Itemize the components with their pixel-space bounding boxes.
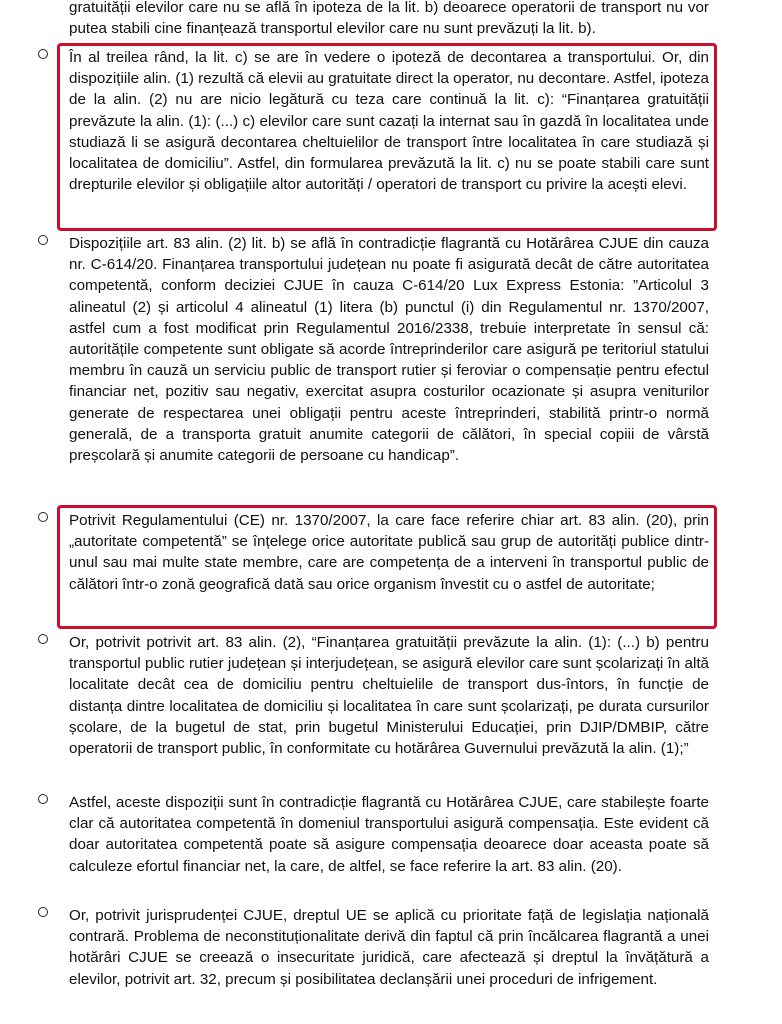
paragraph-text: Or, potrivit jurisprudenței CJUE, dreptul UE se aplică cu prioritate față de legislația națională contrară. Problema de neconstituționalitate derivă din faptul că prin încălcarea flagrantă a unei hotărâri CJUE se creează o insecuritate juridică, care afectează și dreptul la învățătură a elevilor, potrivit art. 32, precum și posibilitatea declanșării unei proceduri de infrigement. [69,907,709,988]
paragraph-text: Or, potrivit potrivit art. 83 alin. (2), “Finanțarea gratuității prevăzute la alin. (1): (...) b) pentru transportul public rutier județean și interjudețean, se asigură elevilor care sunt școlarizați în altă localitate decât cea de domiciliu pentru cheltuielile de transport dus-întors, în funcție de distanța dintre localitatea de domiciliu și localitatea în care sunt școlarizați, pe durata cursurilor școlare, de la bugetul de stat, prin bugetul Ministerului Educației, prin DJIP/DMBIP, către operatorii de transport public, în conformitate cu hotărârea Guvernului prevăzută la alin. (1);” [69,634,709,758]
bullet-icon [38,794,48,804]
paragraph-text: Dispozițiile art. 83 alin. (2) lit. b) se află în contradicție flagrantă cu Hotărârea CJUE din cauza nr. C-614/20. Finanțarea transportului județean nu poate fi asigurată decât de către autoritatea competentă, conform deciziei CJUE în cauza C-614/20 Lux Express Estonia: ”Articolul 3 alineatul (2) și articolul 4 alineatul (1) litera (b) punctul (i) din Regulamentul nr. 1370/2007, astfel cum a fost modificat prin Regulamentul 2016/2338, trebuie interpretate în sensul că: autoritățile competente sunt obligate să acorde întreprinderilor care asigură pe teritoriul statului membru în cauză un serviciu public de transport rutier și feroviar o compensație pentru efectul financiar net, pozitiv sau negativ, exercitat asupra costurilor ocazionate și asupra veniturilor generate de respectarea unei obligații pentru aceste întreprinderi, stabilită printr-o normă generală, de a transporta gratuit anumite categorii de călători, în special copiii de vârstă preșcolară și anumite categorii de persoane cu handicap”. [69,235,709,465]
bullet-icon [38,49,48,59]
paragraph-text: Potrivit Regulamentului (CE) nr. 1370/2007, la care face referire chiar art. 83 alin. (20), prin „autoritate competentă” se înțelege orice autoritate publică sau grup de autorități publice dintr-unul sau mai multe state membre, care are competența de a interveni în transportul public de călători într-o zonă geografică dată sau orice organism învestit cu o astfel de autoritate; [69,512,709,593]
paragraph-text: Astfel, aceste dispoziții sunt în contradicție flagrantă cu Hotărârea CJUE, care stabilește foarte clar că autoritatea competentă în domeniul transportului asigură compensația. Este evident că doar autoritatea competentă poate să asigure compensația deoarece doar aceasta poate să calculeze efortul financiar net, la care, de altfel, se face referire la art. 83 alin. (20). [69,794,709,875]
bullet-icon [38,907,48,917]
bullet-icon [38,634,48,644]
paragraph-text: În al treilea rând, la lit. c) se are în vedere o ipoteză de decontarea a transportului. Or, din dispozițiile alin. (1) rezultă că elevii au gratuitate direct la operator, nu decontare. Astfel, ipoteza de la alin. (2) nu are nicio legătură cu teza care continuă la lit. c): “Finanțarea gratuității prevăzute la alin. (1): (...) c) elevilor care sunt cazați la internat sau în gazdă în localitatea unde studiază li se asigură decontarea cheltuielilor de transport între localitatea în care studiază și localitatea de domiciliu”. Astfel, din formularea prevăzută la lit. c) nu se poate stabili care sunt drepturile elevilor și obligațiile altor autorități / operatori de transport cu privire la acești elevi. [69,49,709,194]
paragraph-text: gratuității elevilor care nu se află în ipoteza de la lit. b) deoarece operatorii de transport nu vor putea stabili cine finanțează transportul elevilor care nu sunt prevăzuți la lit. b). [69,0,709,38]
bullet-icon [38,512,48,522]
bullet-icon [38,235,48,245]
